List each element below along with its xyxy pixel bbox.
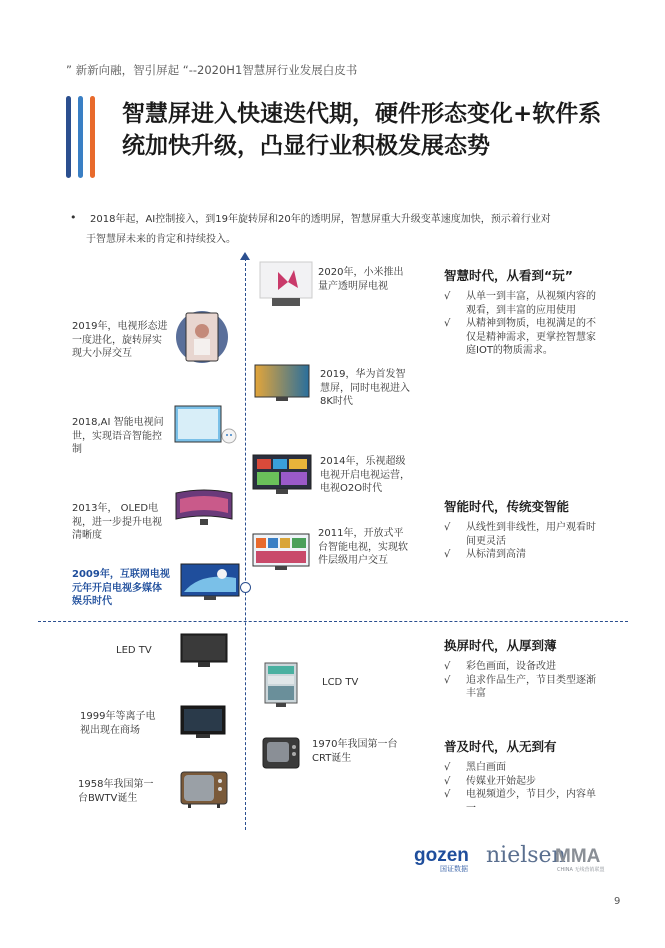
list-item: √ 电视频道少，节目少，内容单一 (444, 789, 596, 814)
section-list (444, 660, 604, 701)
timeline-label: 2019，华为首发智慧屏，同时电视进入8K时代 (320, 369, 410, 407)
section-heading: 智能时代，传统变智能 (444, 499, 570, 514)
timeline-label: 2018,AI 智能电视问世，实现语音智能控制 (72, 417, 164, 455)
list-item: √ 黑白画面 (444, 762, 506, 773)
internet-tv-icon (180, 562, 240, 602)
led-tv-icon (180, 633, 228, 669)
nielsen-logo: nielsen (486, 843, 566, 868)
check-icon: √ (444, 291, 451, 302)
bullet-icon: • (70, 211, 77, 224)
section-list (444, 761, 604, 815)
list-item: √ 从标清到高清 (444, 549, 526, 560)
timeline-label: LCD TV (322, 677, 359, 688)
check-icon: √ (444, 762, 451, 773)
section-heading: 智慧时代，从看到“玩” (444, 268, 573, 283)
intro-paragraph (86, 210, 630, 250)
section-heading: 换屏时代，从厚到薄 (444, 638, 557, 653)
gozen-logo-subtitle: 国证数据 (440, 865, 468, 873)
timeline-marker (240, 582, 251, 593)
huawei-tv-icon (254, 363, 310, 403)
letv-tv-icon (252, 453, 312, 495)
title-accent-bar (78, 96, 83, 178)
check-icon: √ (444, 775, 451, 787)
smart-tv-icon (252, 532, 310, 572)
timeline-label: 2011年，开放式平台智能电视，实现软件层级用户交互 (318, 528, 408, 566)
ai-tv-icon (174, 404, 238, 446)
timeline-label: 1999年等离子电视出现在商场 (80, 711, 156, 736)
rotating-tv-icon (172, 309, 232, 365)
check-icon: √ (444, 318, 451, 329)
list-item: √ 从精神到物质，电视满足的不仅是精神需求，更掌控智慧家庭IOT的物质需求。 (444, 318, 596, 356)
check-icon: √ (444, 674, 451, 686)
page-title: 智慧屏进入快速迭代期，硬件形态变化+软件系统加快升级，凸显行业积极发展态势 (122, 101, 602, 159)
timeline-axis (245, 258, 246, 830)
era-divider (38, 621, 628, 622)
list-item: √ 从线性到非线性，用户观看时间更灵活 (444, 522, 596, 547)
timeline-label: 2019年，电视形态进一度进化，旋转屏实现大小屏交互 (72, 321, 168, 359)
intro-line: 2018年起，AI控制接入，到19年旋转屏和20年的透明屏，智慧屏重大升级变革速度加快，预示着行业对 (90, 214, 551, 225)
timeline-label: 1970年我国第一台CRT诞生 (312, 739, 398, 764)
report-subtitle: ” 新新向融，智引屏起 “--2020H1智慧屏行业发展白皮书 (66, 63, 358, 77)
plasma-tv-icon (180, 705, 226, 739)
oled-tv-icon (174, 489, 234, 527)
list-item: √ 彩色画面，设备改进 (444, 661, 556, 672)
list-item: √ 追求作品生产，节目类型逐渐丰富 (444, 674, 596, 699)
section-heading: 普及时代，从无到有 (444, 739, 557, 754)
section-list (444, 521, 604, 562)
section-list (444, 290, 604, 358)
check-icon: √ (444, 522, 451, 533)
lcd-tv-icon (264, 662, 298, 708)
list-item: √ 从单一到丰富，从视频内容的观看，到丰富的应用使用 (444, 291, 596, 316)
title-accent-bar (66, 96, 71, 178)
title-accent-bar (90, 96, 95, 178)
check-icon: √ (444, 549, 451, 560)
timeline-label: 2013年， OLED电视，进一步提升电视清晰度 (72, 503, 162, 541)
page-number: 9 (614, 896, 621, 907)
transparent-tv-icon (258, 258, 314, 310)
timeline-label: 1958年我国第一台BWTV诞生 (78, 779, 154, 804)
intro-line: 于智慧屏未来的肯定和持续投入。 (86, 234, 236, 245)
timeline-label: 2020年，小米推出量产透明屏电视 (318, 267, 404, 292)
timeline-label-highlight: 2009年，互联网电视元年开启电视多媒体娱乐时代 (72, 569, 170, 607)
timeline-label: LED TV (116, 645, 152, 656)
mma-logo-subtitle: CHINA 无线营销联盟 (557, 867, 605, 873)
timeline-label: 2014年，乐视超级电视开启电视运营，电视O2O时代 (320, 456, 410, 494)
gozen-logo: gozen (414, 845, 469, 866)
crt-tv-icon (262, 737, 300, 771)
bw-tv-icon (180, 771, 228, 809)
check-icon: √ (444, 661, 451, 672)
list-item: √ 传媒业开始起步 (444, 775, 536, 787)
mma-logo: MMA (555, 846, 601, 867)
check-icon: √ (444, 789, 451, 800)
